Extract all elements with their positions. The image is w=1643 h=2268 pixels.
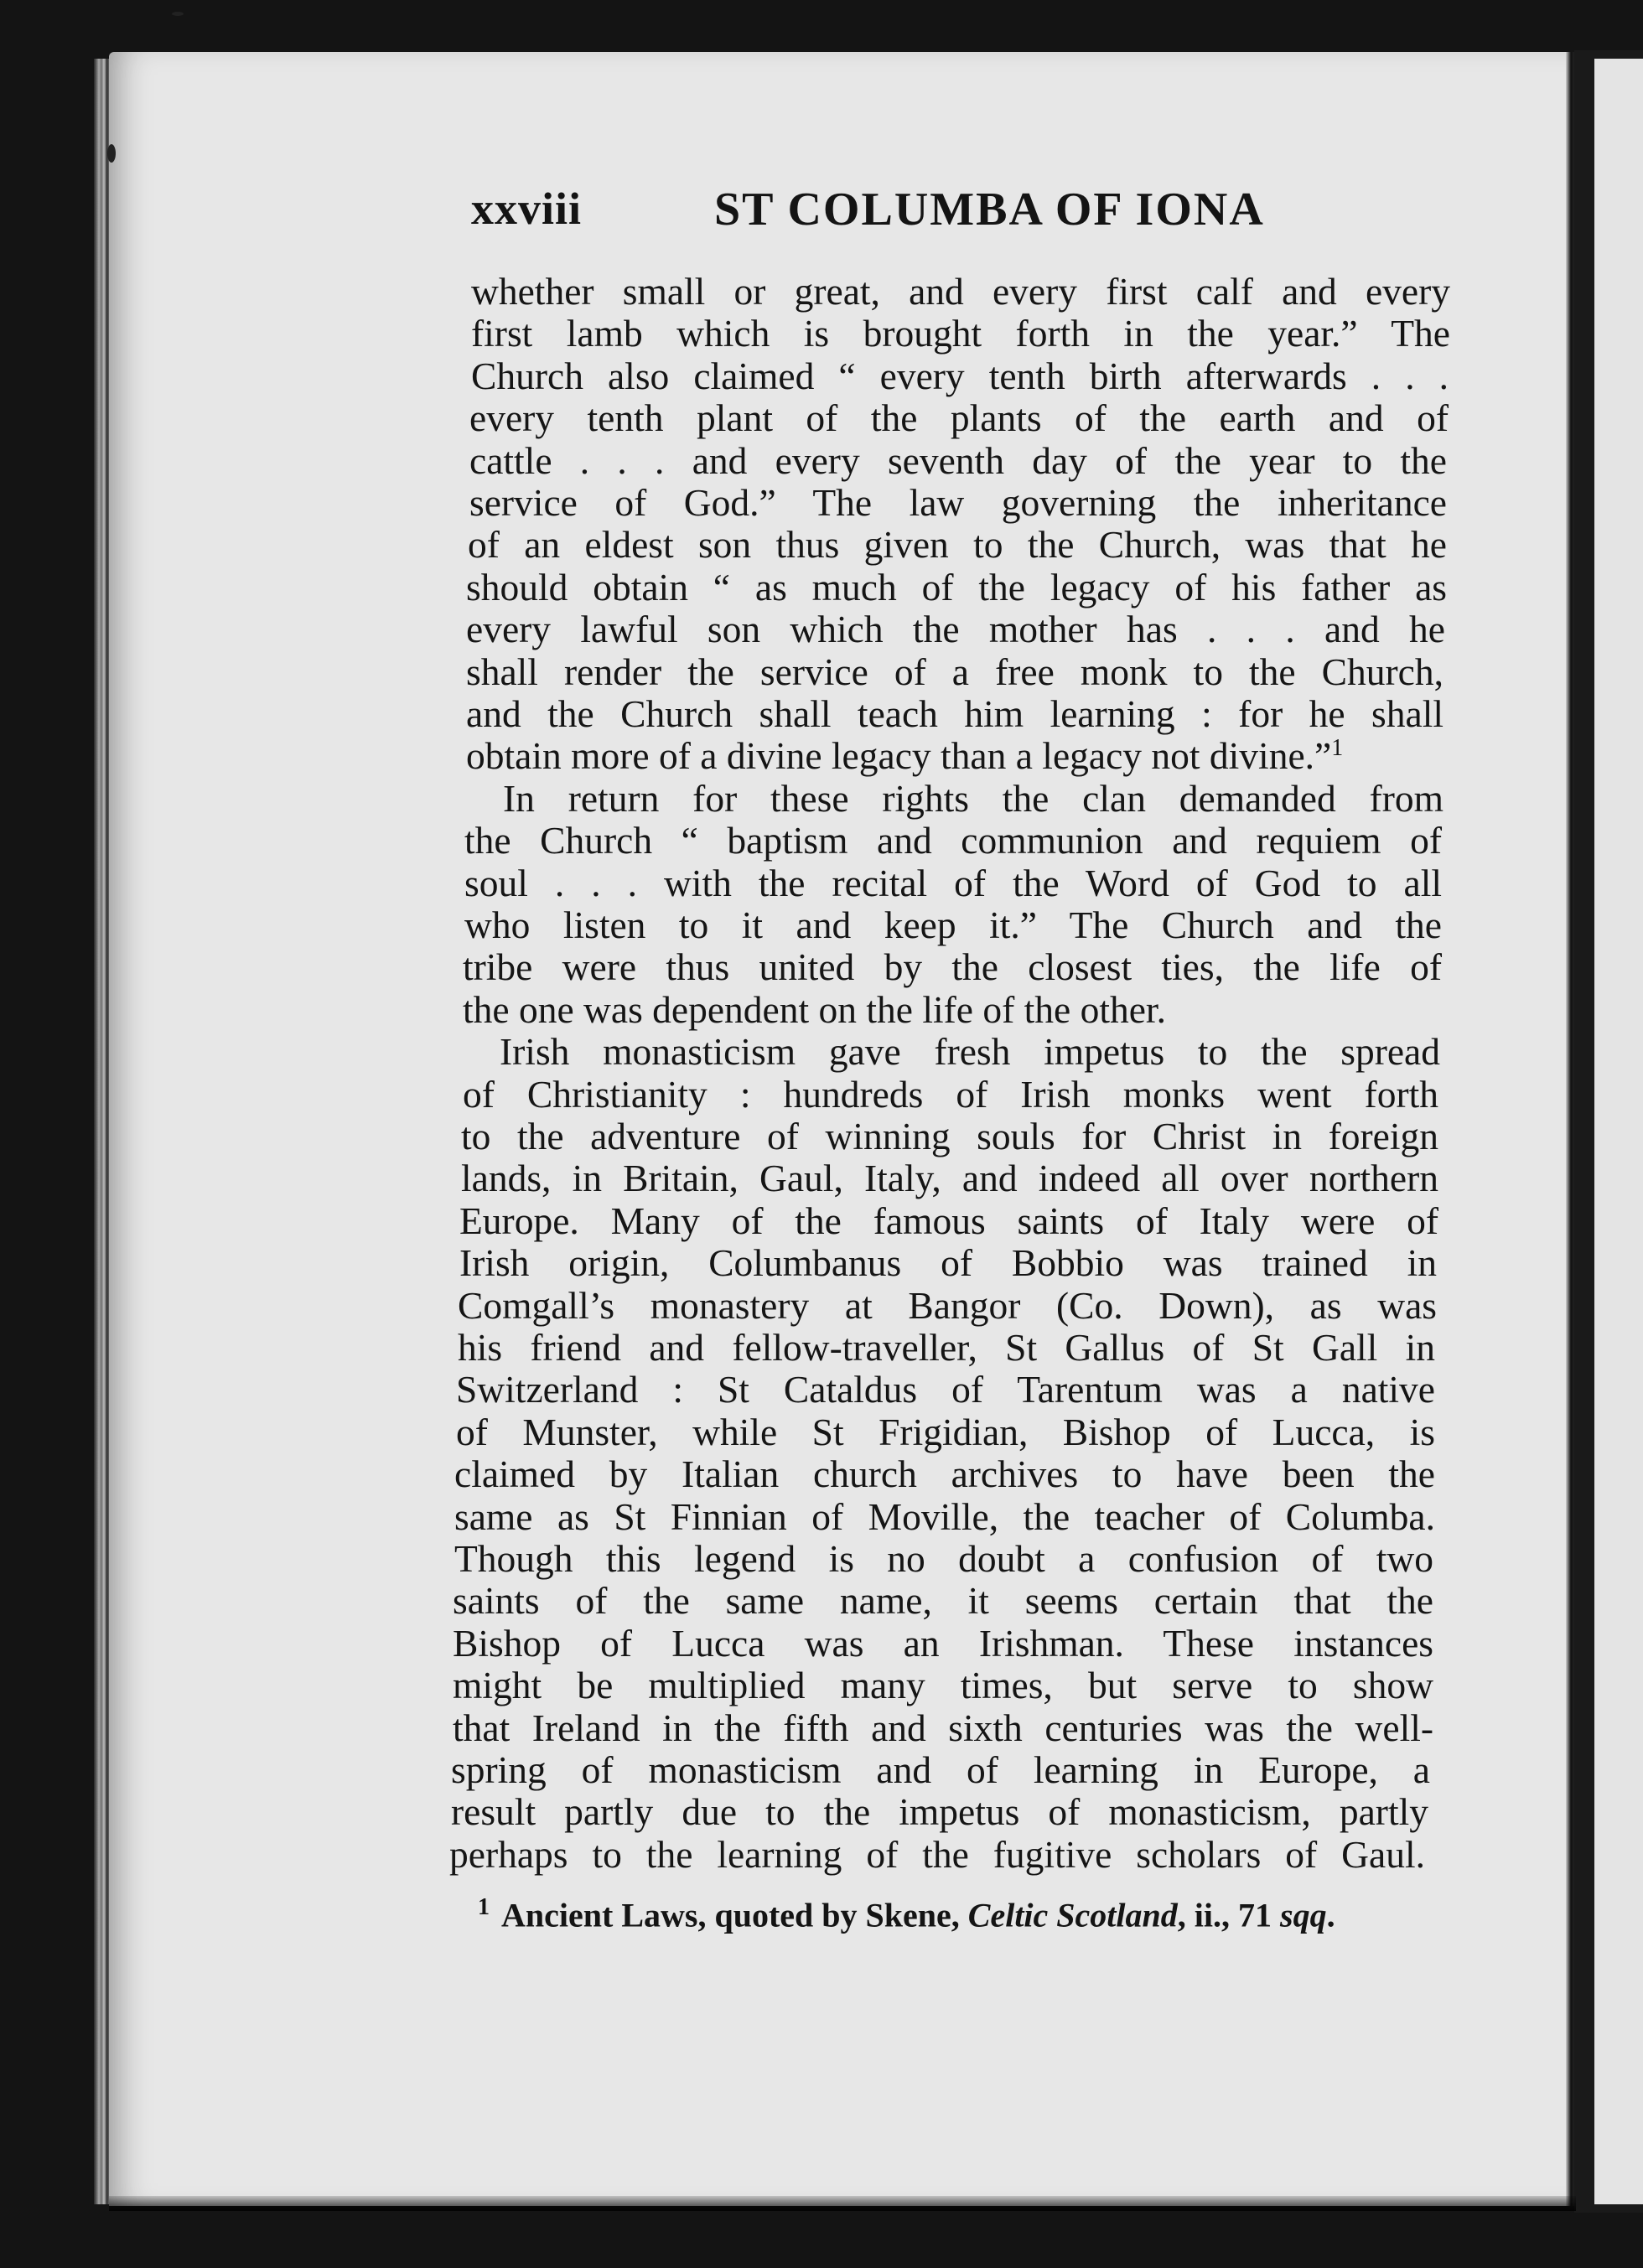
text-line: the Church “ baptism and communion and requiem of (464, 819, 1442, 862)
text-line: should obtain “ as much of the legacy of his father as (466, 566, 1447, 608)
text-line: Switzerland : St Cataldus of Tarentum was a native (456, 1368, 1435, 1411)
text-line: first lamb which is brought forth in the year.” The (471, 312, 1450, 355)
footnote-text: Ancient Laws, quoted by Skene, (501, 1896, 968, 1934)
text-line: Europe. Many of the famous saints of Italy were of (459, 1199, 1438, 1242)
text-line: In return for these rights the clan demanded from (503, 777, 1443, 820)
text-line: Bishop of Lucca was an Irishman. These instances (453, 1622, 1433, 1665)
text-line: Irish origin, Columbanus of Bobbio was trained in (459, 1241, 1437, 1284)
text-line: whether small or great, and every first calf and every (471, 270, 1450, 313)
text-line: that Ireland in the fifth and sixth centuries was the well- (453, 1706, 1433, 1749)
footnote-title: Celtic Scotland (967, 1896, 1178, 1934)
text-line: might be multiplied many times, but serve to show (453, 1664, 1433, 1706)
text-line: tribe were thus united by the closest ties, the life of (463, 945, 1442, 988)
footnote-reference: 1 (1331, 734, 1344, 761)
text-line: shall render the service of a free monk to the Church, (466, 650, 1443, 693)
text-line: lands, in Britain, Gaul, Italy, and indeed all over northern (461, 1157, 1438, 1199)
text-line: Irish monasticism gave fresh impetus to the spread (500, 1030, 1440, 1073)
text-line: spring of monasticism and of learning in Europe, a (451, 1748, 1430, 1791)
text-line: perhaps to the learning of the fugitive scholars of Gaul. (449, 1833, 1425, 1876)
text-line: obtain more of a divine legacy than a legacy not divine.”$^1$ (466, 734, 1344, 777)
page-number: xxviii (471, 184, 583, 234)
text-line: same as St Finnian of Moville, the teacher of Columba. (454, 1495, 1435, 1538)
text-line: of Munster, while St Frigidian, Bishop of Lucca, is (456, 1411, 1435, 1453)
text-line: Church also claimed “ every tenth birth afterwards . . . (471, 355, 1449, 397)
text-line: cattle . . . and every seventh day of the year to the (469, 439, 1447, 482)
text-line: claimed by Italian church archives to have been the (454, 1452, 1435, 1495)
text-line: his friend and fellow-traveller, St Gallus of St Gall in (458, 1326, 1435, 1369)
text-line: the one was dependent on the life of the other. (463, 988, 1166, 1031)
footnote (478, 1894, 1400, 1934)
facing-page-edge (1594, 59, 1643, 2204)
footnote-end: . (1326, 1896, 1335, 1934)
text-line: of Christianity : hundreds of Irish monks went forth (463, 1073, 1438, 1116)
text-line: result partly due to the impetus of monasticism, partly (451, 1790, 1428, 1833)
text-line: soul . . . with the recital of the Word of God to all (464, 862, 1442, 904)
text-line: and the Church shall teach him learning : for he shall (466, 692, 1443, 735)
text-line: who listen to it and keep it.” The Church and the (464, 904, 1442, 946)
scan-speck (172, 12, 184, 16)
text-line: Comgall’s monastery at Bangor (Co. Down), as was (458, 1284, 1437, 1327)
footnote-citation: , ii., 71 (1177, 1896, 1280, 1934)
text-line: of an eldest son thus given to the Church, was that he (468, 523, 1447, 566)
text-line: Though this legend is no doubt a confusion of two (454, 1537, 1433, 1580)
text-line: to the adventure of winning souls for Christ in foreign (461, 1115, 1438, 1157)
footnote-sqq: sqq (1280, 1896, 1327, 1934)
text-line: service of God.” The law governing the inheritance (469, 481, 1447, 524)
page-bottom-shadow (109, 2196, 1576, 2211)
footnote-mark: 1 (478, 1894, 490, 1920)
text-line: saints of the same name, it seems certain that the (453, 1579, 1433, 1622)
scan-speck (107, 144, 116, 163)
text-line: every tenth plant of the plants of the earth and of (469, 396, 1449, 439)
text-line: every lawful son which the mother has . . . and he (466, 608, 1445, 650)
running-head: ST COLUMBA OF IONA (714, 184, 1265, 236)
